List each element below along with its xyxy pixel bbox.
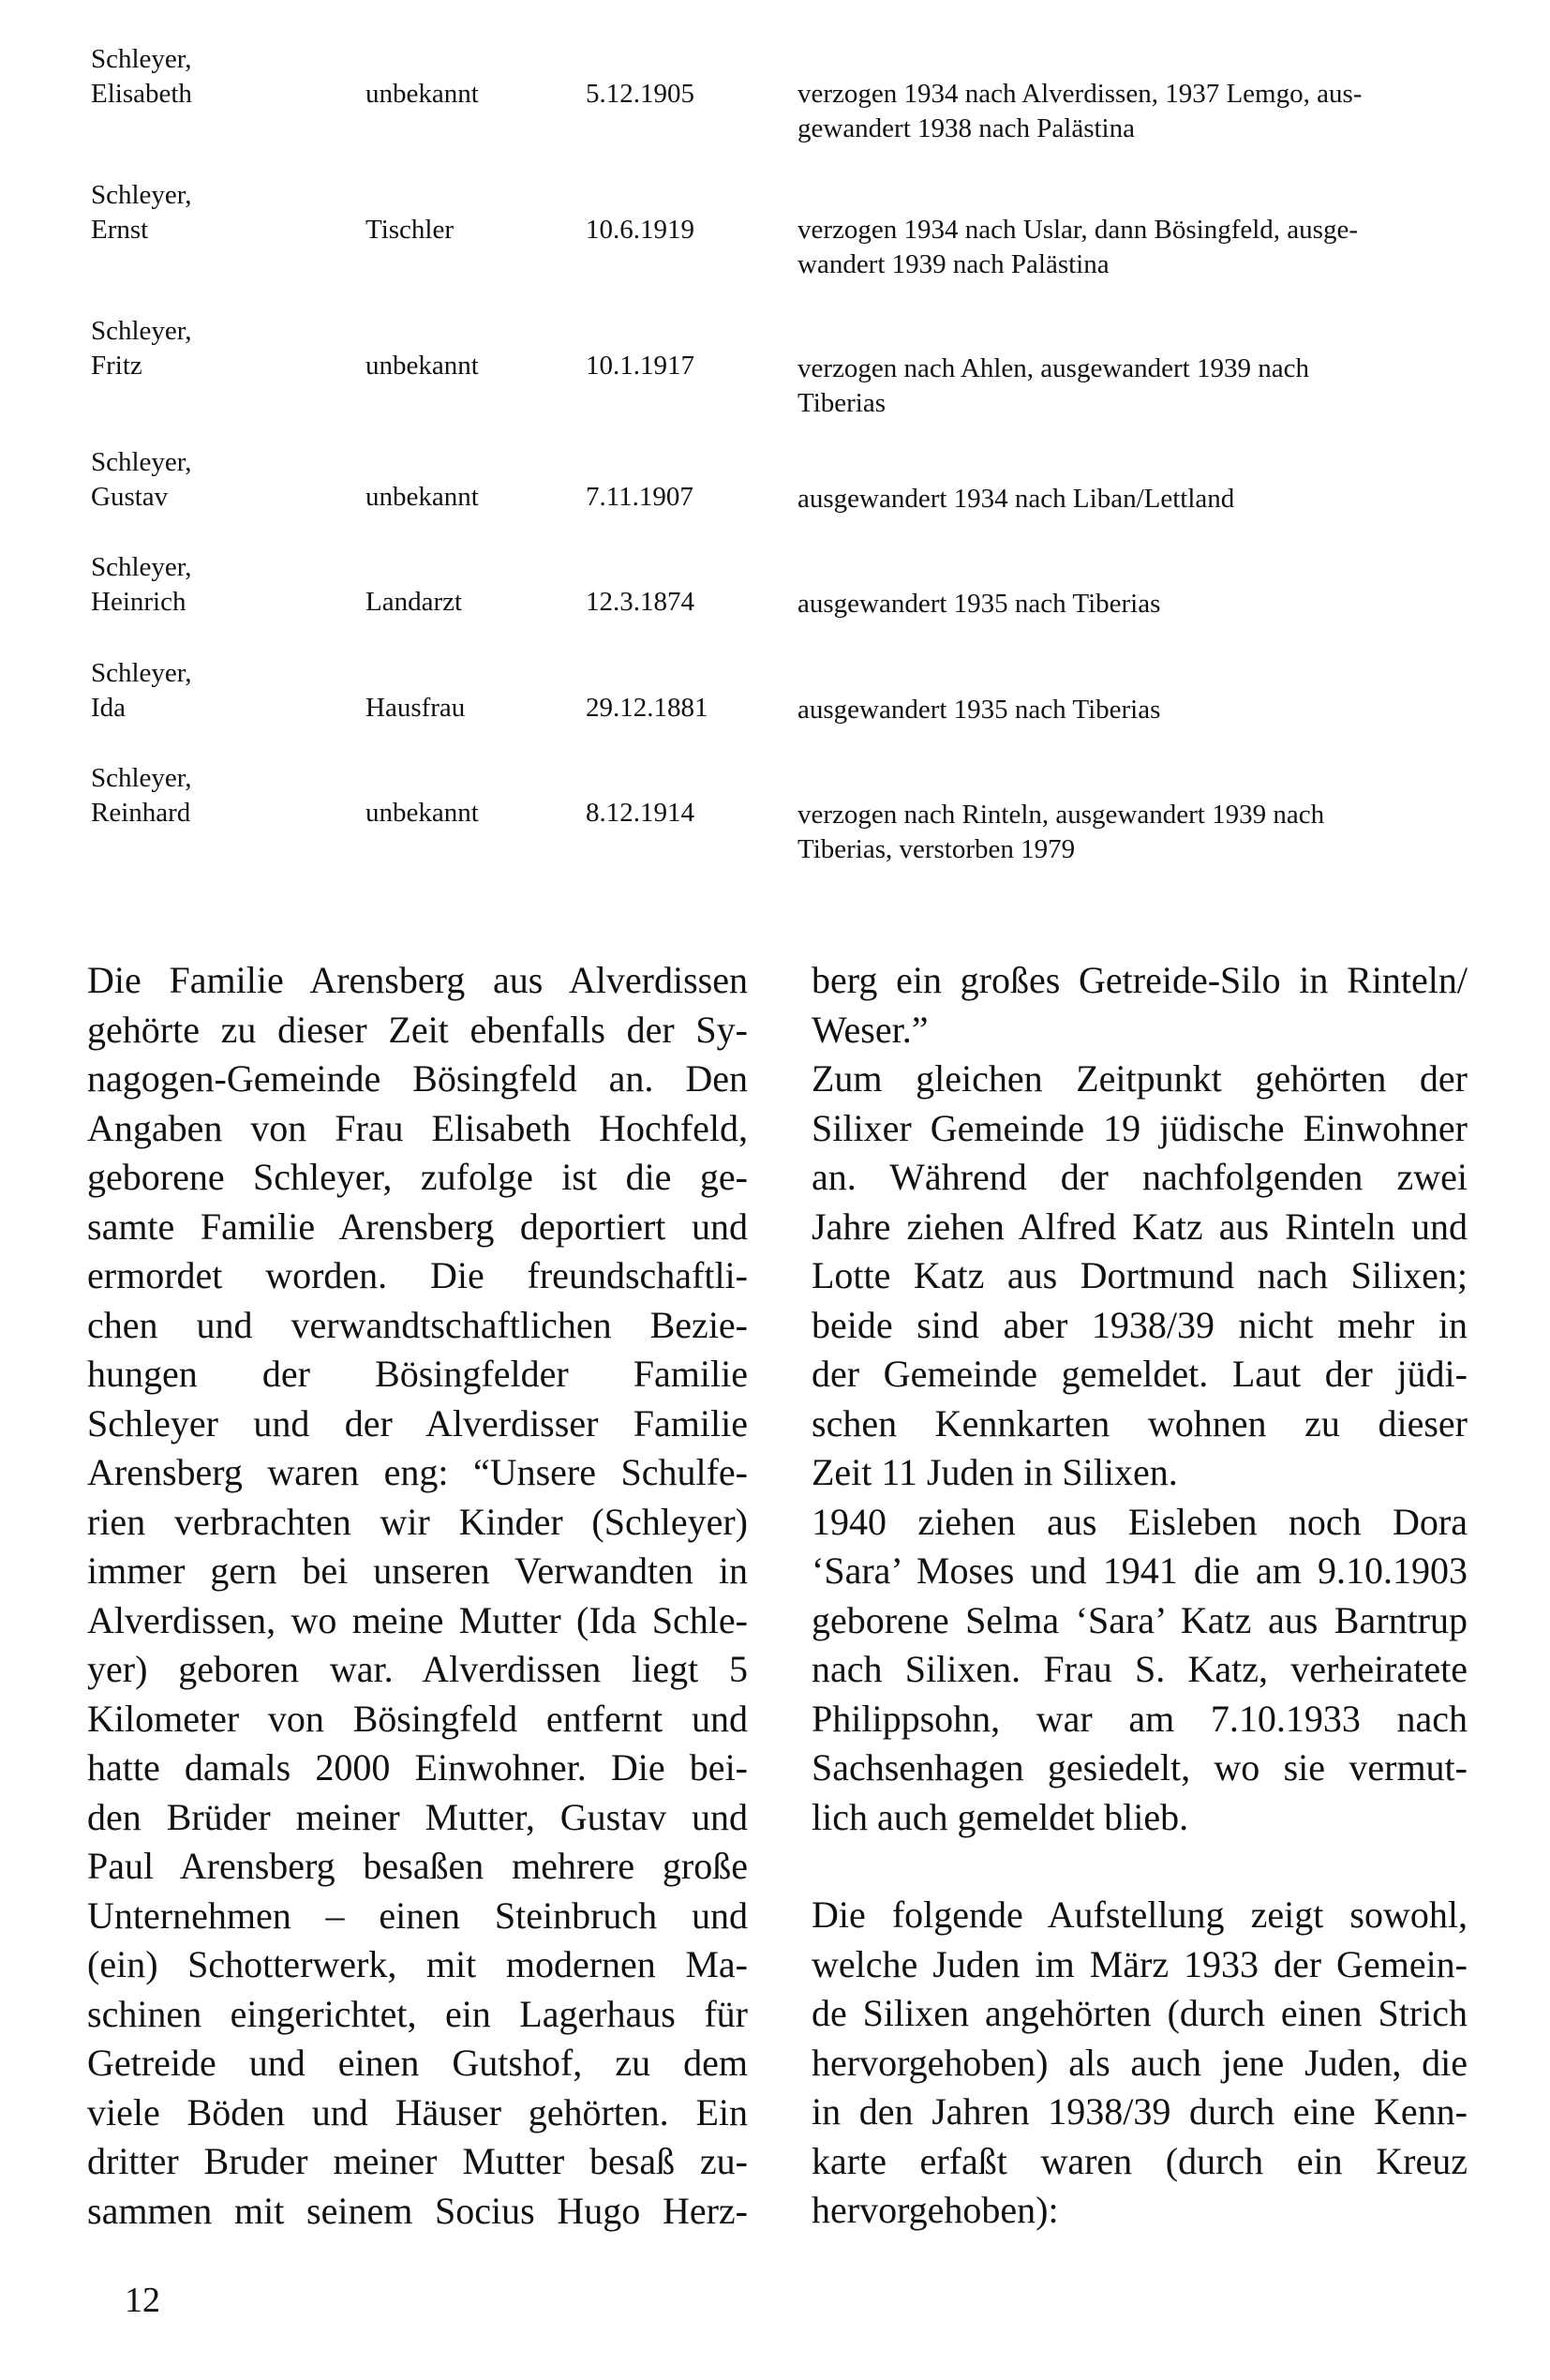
text-line: welche Juden im März 1933 der Gemein- (812, 1942, 1468, 1985)
person-name (91, 445, 192, 515)
note-line: Tiberias, verstorben 1979 (797, 834, 1076, 864)
page-number: 12 (125, 2281, 160, 2320)
birth-date: 10.6.1919 (586, 215, 694, 245)
text-line: Unternehmen – einen Steinbruch und (87, 1894, 748, 1937)
body-column-right (812, 956, 1468, 2236)
birth-date: 12.3.1874 (586, 587, 694, 617)
given-name: Gustav (91, 482, 169, 512)
occupation: unbekannt (365, 79, 479, 109)
text-line: hervorgehoben) als auch jene Juden, die (812, 2041, 1468, 2084)
text-line: Getreide und einen Gutshof, zu dem (87, 2042, 748, 2084)
text-line: beide sind aber 1938/39 nicht mehr in (812, 1303, 1468, 1346)
occupation: Tischler (365, 215, 454, 245)
text-line: gehörte zu dieser Zeit ebenfalls der Sy- (87, 1008, 748, 1051)
note-line: ausgewandert 1935 nach Tiberias (797, 589, 1161, 619)
text-line: sammen mit seinem Socius Hugo Herz- (87, 2189, 748, 2232)
note-line: wandert 1939 nach Palästina (797, 249, 1110, 279)
text-line: ermordet worden. Die freundschaftli- (87, 1254, 748, 1296)
text-line: Kilometer von Bösingfeld entfernt und (87, 1697, 748, 1740)
text-line: Die folgende Aufstellung zeigt sowohl, (812, 1894, 1468, 1936)
text-line: lich auch gemeldet blieb. (812, 1795, 1189, 1838)
occupation: unbekannt (365, 351, 479, 381)
surname: Schleyer, (91, 658, 192, 688)
note-line: verzogen nach Rinteln, ausgewandert 1939 nach (797, 800, 1325, 830)
migration-note (797, 798, 1550, 867)
paragraph (812, 1498, 1468, 1843)
text-line: immer gern bei unseren Verwandten in (87, 1549, 748, 1592)
given-name: Ida (91, 693, 127, 723)
occupation: unbekannt (365, 798, 479, 828)
text-line: Silixer Gemeinde 19 jüdische Einwohner (812, 1106, 1468, 1149)
person-name (91, 550, 192, 620)
text-line: dritter Bruder meiner Mutter besaß zu- (87, 2140, 748, 2182)
text-line: Philippsohn, war am 7.10.1933 nach (812, 1697, 1468, 1740)
given-name: Heinrich (91, 587, 186, 617)
text-line: karte erfaßt waren (durch ein Kreuz (812, 2139, 1468, 2182)
text-line: Zeit 11 Juden in Silixen. (812, 1451, 1178, 1493)
text-line: viele Böden und Häuser gehörten. Ein (87, 2090, 748, 2133)
surname: Schleyer, (91, 44, 192, 74)
person-name (91, 656, 192, 726)
note-line: verzogen 1934 nach Alverdissen, 1937 Lemgo, aus- (797, 79, 1363, 109)
text-line: hungen der Bösingfelder Familie (87, 1353, 748, 1395)
migration-note (797, 77, 1550, 146)
text-line: Paul Arensberg besaßen mehrere große (87, 1845, 748, 1887)
text-line: ‘Sara’ Moses und 1941 die am 9.10.1903 (812, 1549, 1468, 1592)
text-line: rien verbrachten wir Kinder (Schleyer) (87, 1500, 748, 1543)
text-line: Jahre ziehen Alfred Katz aus Rinteln und (812, 1205, 1468, 1248)
paragraph (812, 1055, 1468, 1498)
migration-note (797, 693, 1550, 727)
surname: Schleyer, (91, 552, 192, 582)
text-line: den Brüder meiner Mutter, Gustav und (87, 1795, 748, 1838)
note-line: gewandert 1938 nach Palästina (797, 113, 1135, 143)
text-line: 1940 ziehen aus Eisleben noch Dora (812, 1500, 1468, 1543)
text-line: Die Familie Arensberg aus Alverdissen (87, 959, 748, 1001)
occupation: unbekannt (365, 482, 479, 512)
note-line: Tiberias (797, 388, 886, 418)
given-name: Fritz (91, 351, 142, 381)
note-line: verzogen nach Ahlen, ausgewandert 1939 nach (797, 353, 1309, 383)
text-line: Angaben von Frau Elisabeth Hochfeld, (87, 1106, 748, 1149)
text-line: geborene Selma ‘Sara’ Katz aus Barntrup (812, 1598, 1468, 1641)
text-line: chen und verwandtschaftlichen Bezie- (87, 1303, 748, 1346)
occupation: Landarzt (365, 587, 463, 617)
text-line: Sachsenhagen gesiedelt, wo sie vermut- (812, 1746, 1468, 1789)
text-line: yer) geboren war. Alverdissen liegt 5 (87, 1648, 748, 1690)
paragraph (812, 1891, 1468, 2236)
text-line: Lotte Katz aus Dortmund nach Silixen; (812, 1254, 1468, 1296)
text-line: in den Jahren 1938/39 durch eine Kenn- (812, 2090, 1468, 2133)
migration-note (797, 587, 1550, 621)
text-line: schinen eingerichtet, ein Lagerhaus für (87, 1992, 748, 2035)
text-line: an. Während der nachfolgenden zwei (812, 1156, 1468, 1198)
text-line: schen Kennkarten wohnen zu dieser (812, 1401, 1468, 1444)
note-line: verzogen 1934 nach Uslar, dann Bösingfeld, ausge- (797, 215, 1358, 245)
paragraph-gap (812, 1842, 1468, 1891)
text-line: der Gemeinde gemeldet. Laut der jüdi- (812, 1353, 1468, 1395)
birth-date: 8.12.1914 (586, 798, 694, 828)
text-line: Schleyer und der Alverdisser Familie (87, 1401, 748, 1444)
surname: Schleyer, (91, 180, 192, 210)
person-name (91, 42, 192, 112)
given-name: Ernst (91, 215, 149, 245)
text-line: Zum gleichen Zeitpunkt gehörten der (812, 1057, 1468, 1100)
text-line: nach Silixen. Frau S. Katz, verheiratete (812, 1648, 1468, 1690)
note-line: ausgewandert 1935 nach Tiberias (797, 695, 1161, 725)
occupation: Hausfrau (365, 693, 466, 723)
migration-note (797, 482, 1550, 516)
paragraph (87, 956, 748, 2236)
text-line: Weser.” (812, 1008, 929, 1051)
person-name (91, 178, 192, 247)
person-name (91, 761, 192, 831)
text-line: nagogen-Gemeinde Bösingfeld an. Den (87, 1057, 748, 1100)
text-line: hervorgehoben): (812, 2189, 1059, 2231)
note-line: ausgewandert 1934 nach Liban/Lettland (797, 484, 1235, 514)
migration-note (797, 352, 1550, 421)
text-line: (ein) Schotterwerk, mit modernen Ma- (87, 1943, 748, 1985)
given-name: Reinhard (91, 798, 191, 828)
birth-date: 29.12.1881 (586, 693, 708, 723)
surname: Schleyer, (91, 316, 192, 346)
given-name: Elisabeth (91, 79, 192, 109)
birth-date: 5.12.1905 (586, 79, 694, 109)
birth-date: 10.1.1917 (586, 351, 694, 381)
migration-note (797, 213, 1550, 282)
text-line: geborene Schleyer, zufolge ist die ge- (87, 1156, 748, 1198)
birth-date: 7.11.1907 (586, 482, 693, 512)
surname: Schleyer, (91, 763, 192, 793)
text-line: samte Familie Arensberg deportiert und (87, 1205, 748, 1248)
text-line: Arensberg waren eng: “Unsere Schulfe- (87, 1451, 748, 1493)
person-name (91, 314, 192, 383)
text-line: Alverdissen, wo meine Mutter (Ida Schle- (87, 1598, 748, 1641)
body-column-left (87, 956, 748, 2236)
surname: Schleyer, (91, 447, 192, 477)
text-line: berg ein großes Getreide-Silo in Rinteln/ (812, 959, 1468, 1001)
paragraph (812, 956, 1468, 1055)
text-line: hatte damals 2000 Einwohner. Die bei- (87, 1746, 748, 1789)
text-line: de Silixen angehörten (durch einen Strich (812, 1992, 1468, 2034)
